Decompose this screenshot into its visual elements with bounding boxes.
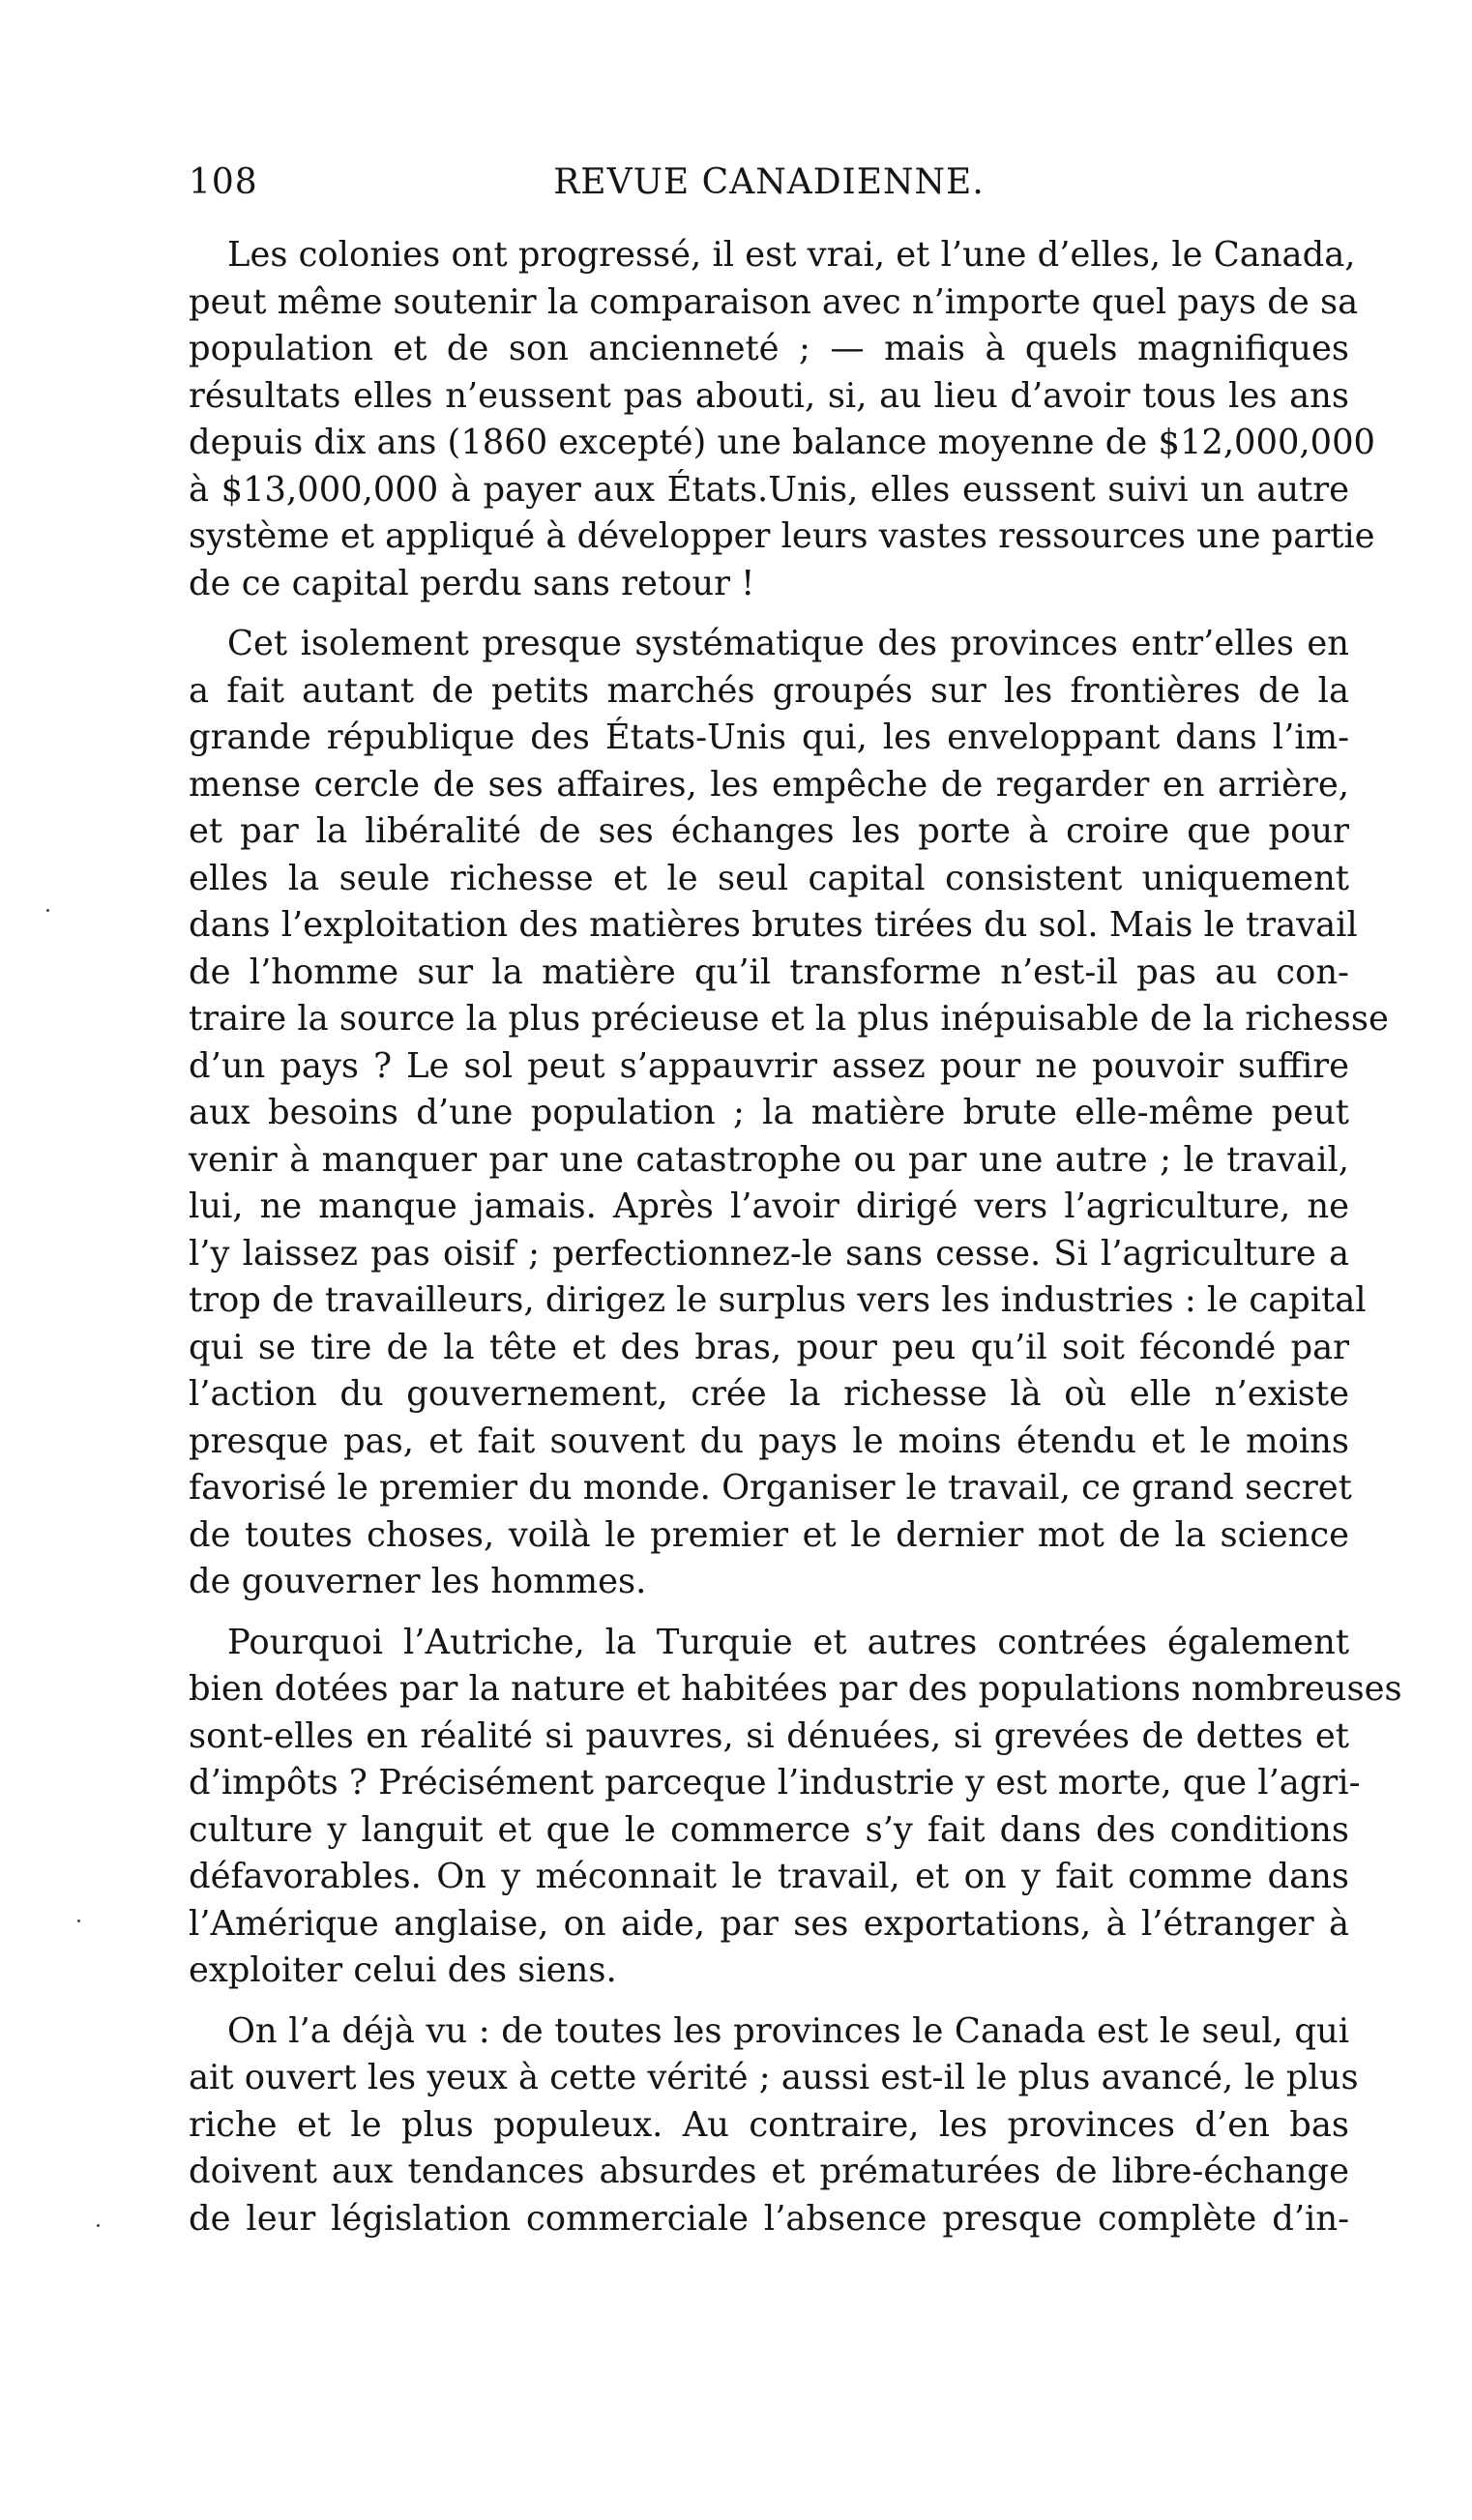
text-line: l’Amérique anglaise, on aide, par ses exportations, à l’étranger à [189, 1903, 1349, 1944]
text-line: favorisé le premier du monde. Organiser le travail, ce grand secret [189, 1468, 1352, 1508]
text-line: On l’a déjà vu : de toutes les provinces le Canada est le seul, qui [227, 2010, 1349, 2051]
text-line: d’un pays ? Le sol peut s’appauvrir assez pour ne pouvoir suffire [189, 1045, 1349, 1086]
paragraph-1 [189, 232, 1376, 607]
paragraph-4 [189, 2008, 1359, 2243]
text-line: venir à manquer par une catastrophe ou par une autre ; le travail, [189, 1139, 1349, 1180]
running-head [189, 162, 1349, 211]
text-line: doivent aux tendances absurdes et prématurées de libre-échange [189, 2152, 1349, 2191]
text-line: grande république des États-Unis qui, les enveloppant dans l’im- [189, 718, 1349, 757]
text-line: population et de son ancienneté ; — mais à quels magnifiques [189, 329, 1349, 368]
text-line: à $13,000,000 à payer aux États.Unis, elles eussent suivi un autre [189, 469, 1349, 510]
text-line: qui se tire de la tête et des bras, pour peu qu’il soit fécondé par [189, 1327, 1349, 1367]
text-line: et par la libéralité de ses échanges les porte à croire que pour [189, 811, 1349, 851]
text-line: a fait autant de petits marchés groupés sur les frontières de la [189, 670, 1349, 711]
text-line: aux besoins d’une population ; la matière brute elle-même peut [189, 1093, 1349, 1132]
text-line: ait ouvert les yeux à cette vérité ; aussi est-il le plus avancé, le plus [189, 2058, 1359, 2097]
text-line: résultats elles n’eussent pas abouti, si, au lieu d’avoir tous les ans [189, 375, 1349, 416]
journal-title: REVUE CANADIENNE. [553, 162, 985, 202]
text-line: de toutes choses, voilà le premier et le dernier mot de la science [189, 1514, 1349, 1555]
text-line: lui, ne manque jamais. Après l’avoir dirigé vers l’agriculture, ne [189, 1187, 1349, 1226]
text-line: mense cercle de ses affaires, les empêche de regarder en arrière, [189, 764, 1349, 805]
paper-speck [97, 2224, 100, 2227]
text-line: l’y laissez pas oisif ; perfectionnez-le sans cesse. Si l’agriculture a [189, 1233, 1349, 1274]
body-text [189, 232, 1402, 2256]
text-line: depuis dix ans (1860 excepté) une balance moyenne de $12,000,000 [189, 423, 1376, 462]
text-line: système et appliqué à développer leurs vastes ressources une partie [189, 516, 1375, 556]
text-line: défavorables. On y méconnait le travail, et on y fait comme dans [189, 1857, 1349, 1896]
text-line: elles la seule richesse et le seul capital consistent uniquement [189, 858, 1349, 898]
text-line: de ce capital perdu sans retour ! [189, 563, 755, 603]
text-line: de leur législation commerciale l’absence presque complète d’in- [189, 2198, 1349, 2239]
text-line: sont-elles en réalité si pauvres, si dénuées, si grevées de dettes et [189, 1715, 1349, 1756]
page-number: 108 [189, 162, 258, 202]
paragraph-3 [189, 1620, 1402, 1995]
text-line: bien dotées par la nature et habitées par des populations nombreuses [189, 1669, 1402, 1709]
text-line: Pourquoi l’Autriche, la Turquie et autres contrées également [227, 1622, 1349, 1662]
text-line: l’action du gouvernement, crée la richesse là où elle n’existe [189, 1374, 1349, 1414]
text-line: trop de travailleurs, dirigez le surplus vers les industries : le capital [189, 1280, 1367, 1320]
paragraph-2 [189, 621, 1389, 1606]
text-line: traire la source la plus précieuse et la plus inépuisable de la richesse [189, 999, 1389, 1039]
text-line: dans l’exploitation des matières brutes tirées du sol. Mais le travail [189, 905, 1358, 945]
text-line: Cet isolement presque systématique des provinces entr’elles en [227, 624, 1349, 663]
paper-speck [77, 1919, 80, 1922]
paper-speck [46, 909, 49, 912]
text-line: culture y languit et que le commerce s’y fait dans des conditions [189, 1809, 1349, 1850]
text-line: de l’homme sur la matière qu’il transforme n’est-il pas au con- [189, 952, 1349, 992]
text-line: exploiter celui des siens. [189, 1950, 617, 1990]
text-line: d’impôts ? Précisément parceque l’industrie y est morte, que l’agri- [189, 1763, 1361, 1802]
text-line: de gouverner les hommes. [189, 1562, 647, 1601]
text-line: presque pas, et fait souvent du pays le moins étendu et le moins [189, 1421, 1349, 1461]
text-line: riche et le plus populeux. Au contraire, les provinces d’en bas [189, 2104, 1349, 2145]
text-line: peut même soutenir la comparaison avec n’importe quel pays de sa [189, 281, 1359, 322]
text-line: Les colonies ont progressé, il est vrai, et l’une d’elles, le Canada, [227, 235, 1356, 275]
